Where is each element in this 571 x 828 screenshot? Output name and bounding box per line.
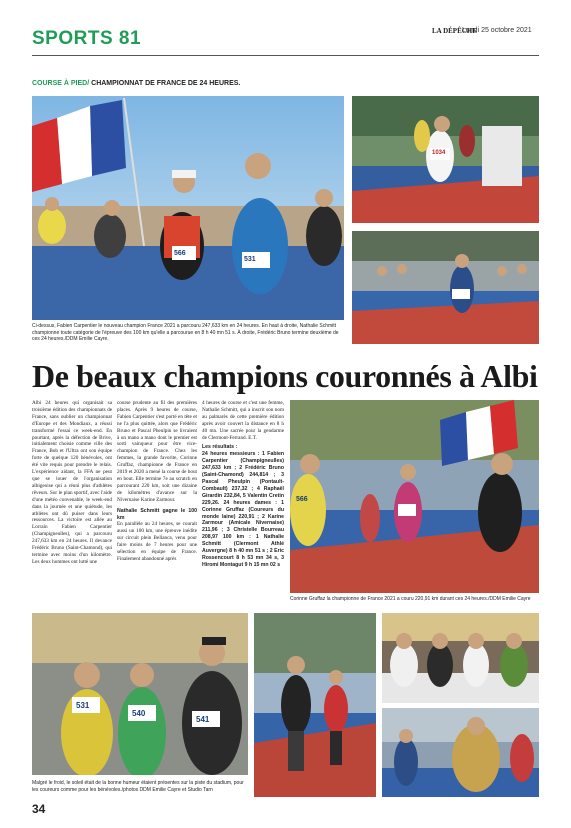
photo-volunteers [382, 613, 539, 703]
photo-corinne-gruffaz [290, 400, 539, 593]
article-paragraph: En parallèle au 24 heures, se courait aussi un 100 km, une épreuve inédite sur circuit plein Bellanca, venu pour faire moins de 7 heures pour une sélection en équipe de France. Finalement abandonné après [117, 521, 197, 562]
article-paragraph: course prudente au fil des premières places. Après 9 heures de course, Fabien Carpentier s'est porté en tête et ne l'a plus quittée, alors que Frédéric Bruno et Pascal Pheulpin se livraient à un mano a mano dont le premier est sorti vainqueur pour être vice-champion de France. Chez les femmes, la grande favorite, Corinne Gruffaz, championne de France en 2019 et 2020 a mené la course de bout en bout. Elle termine 7e au scratch en parcourant 220 km, soit une dizaine de kilomètres d'avance sur la Nivernaise Karine Zarmour. [117, 400, 197, 503]
article-column-3 [202, 400, 284, 608]
page-number: 34 [32, 802, 46, 816]
photo-champions-finish [32, 96, 344, 320]
masthead-logo: LA DÉPÊCHE [432, 27, 477, 35]
article-column-1 [32, 400, 112, 608]
article-paragraph: 4 heures de course et c'est une femme, Nathalie Schmitt, qui a inscrit son nom au palmarès de cette première édition après avoir couvert la distance en 8 h 40 mn. Une sacrée pour la gendarme de Clermont-Ferrand. E.T. [202, 400, 284, 441]
article-column-2 [117, 400, 197, 608]
header-rule [32, 55, 539, 56]
article-paragraph: Albi 24 heures qui organisait sa troisième édition des championnats de France, sans oublier un championnat d'Europe et des Mondiaux, a réussi transformé l'essai ce week-end. En pourtant, après la défection de Brive, initialement choisie comme ville des France, Bob et l'Ultra ont son équipe forte de quelque 120 bénévoles, ont été vite requis pour prendre le relais. L'expérience aidant, la FFA ne peut que se louer de l'organisation albigeoise qui a réuni plus d'athlètes rêveurs. Sur le plan sportif, avec l'aide d'une météo convenable, le week-end dans la journée et une quiétude, les athlètes ont dû puiser dans leurs ressources. La victoire est allée au Lorrain Fabien Carpentier (Champigneulles), qui a parcouru 247,633 km en 24 heures. Il devance Frédéric Bruno (Saint-Chamond), qui termine avec moins d'un kilomètre. Les deux hommes ont lutté une [32, 400, 112, 565]
bib-number: 531 [244, 256, 256, 263]
bib-number: 540 [132, 709, 146, 718]
photo-runners-bibs [32, 613, 248, 775]
article-subhead: Nathalie Schmitt gagne le 100 km [117, 507, 197, 521]
article-headline: De beaux champions couronnés à Albi [32, 358, 538, 394]
middle-photo-caption: Corinne Gruffaz la championne de France 2021 a couru 220,91 km durant ces 24 heures./DDM Emilie Cayre [290, 596, 531, 602]
top-photo-caption: Ci-dessus, Fabien Carpentier le nouveau champion France 2021 a parcouru 247,633 km en 24 heures. En haut à droite, Nathalie Schmitt championne toute catégorie de l'épreuve des 100 km qu'elle a parcourue en 8 h 40 mn 51 s. À droite, Frédéric Bruno termine deuxième de ces 24 heures./DDM Emilie Cayre. [32, 323, 339, 342]
kicker-subject: CHAMPIONNAT DE FRANCE DE 24 HEURES. [91, 80, 241, 87]
results-title: Les résultats : [202, 444, 238, 451]
results-list: 24 heures messieurs : 1 Fabien Carpentier (Champigneulles) 247,633 km ; 2 Frédéric Bruno (Saint-Chamond) 244,814 ; 3 Pascal Pheulpin (Pontault-Combault) 237,32 ; 4 Raphaël Girardin 232,84, 5 Valentin Cretin 229,26. 24 heures dames : 1 Corinne Gruffaz (Coureurs du monde laine) 220,91 ; 2 Karine Zarmour (Amicale Nivernaise) 211,96 ; 3 Christelle Bourreau 208,97 100 km : 1 Nathalie Schmitt (Clermont Athlé Auvergne) 8 h 40 mn 51 s ; 2 Eric Rossencourt 8 h 53 mn 34 s, 3 Hiromi Montagut 9 h 15 mn 02 s [202, 451, 284, 568]
bib-number: 1034 [432, 150, 446, 156]
bib-number: 566 [296, 496, 308, 503]
article-kicker [32, 80, 240, 87]
bottom-photo-caption: Malgré le froid, le soleil était de la bonne humeur étaient présentes sur la piste du stadium, pour les coureurs comme pour les bénévoles./photos DDM Emilie Cayre et Studio Tarn [32, 780, 244, 793]
issue-date: Lundi 25 octobre 2021 [462, 27, 532, 34]
bib-number: 531 [76, 701, 90, 710]
bib-number: 566 [174, 250, 186, 257]
photo-runner-blanket [382, 708, 539, 797]
section-title: SPORTS 81 [32, 28, 142, 49]
photo-track-runners [254, 613, 376, 797]
photo-nathalie-schmitt [352, 96, 539, 223]
kicker-category: COURSE À PIED [32, 80, 88, 87]
photo-frederic-bruno [352, 231, 539, 344]
bib-number: 541 [196, 715, 210, 724]
kicker-separator: / [87, 80, 90, 87]
